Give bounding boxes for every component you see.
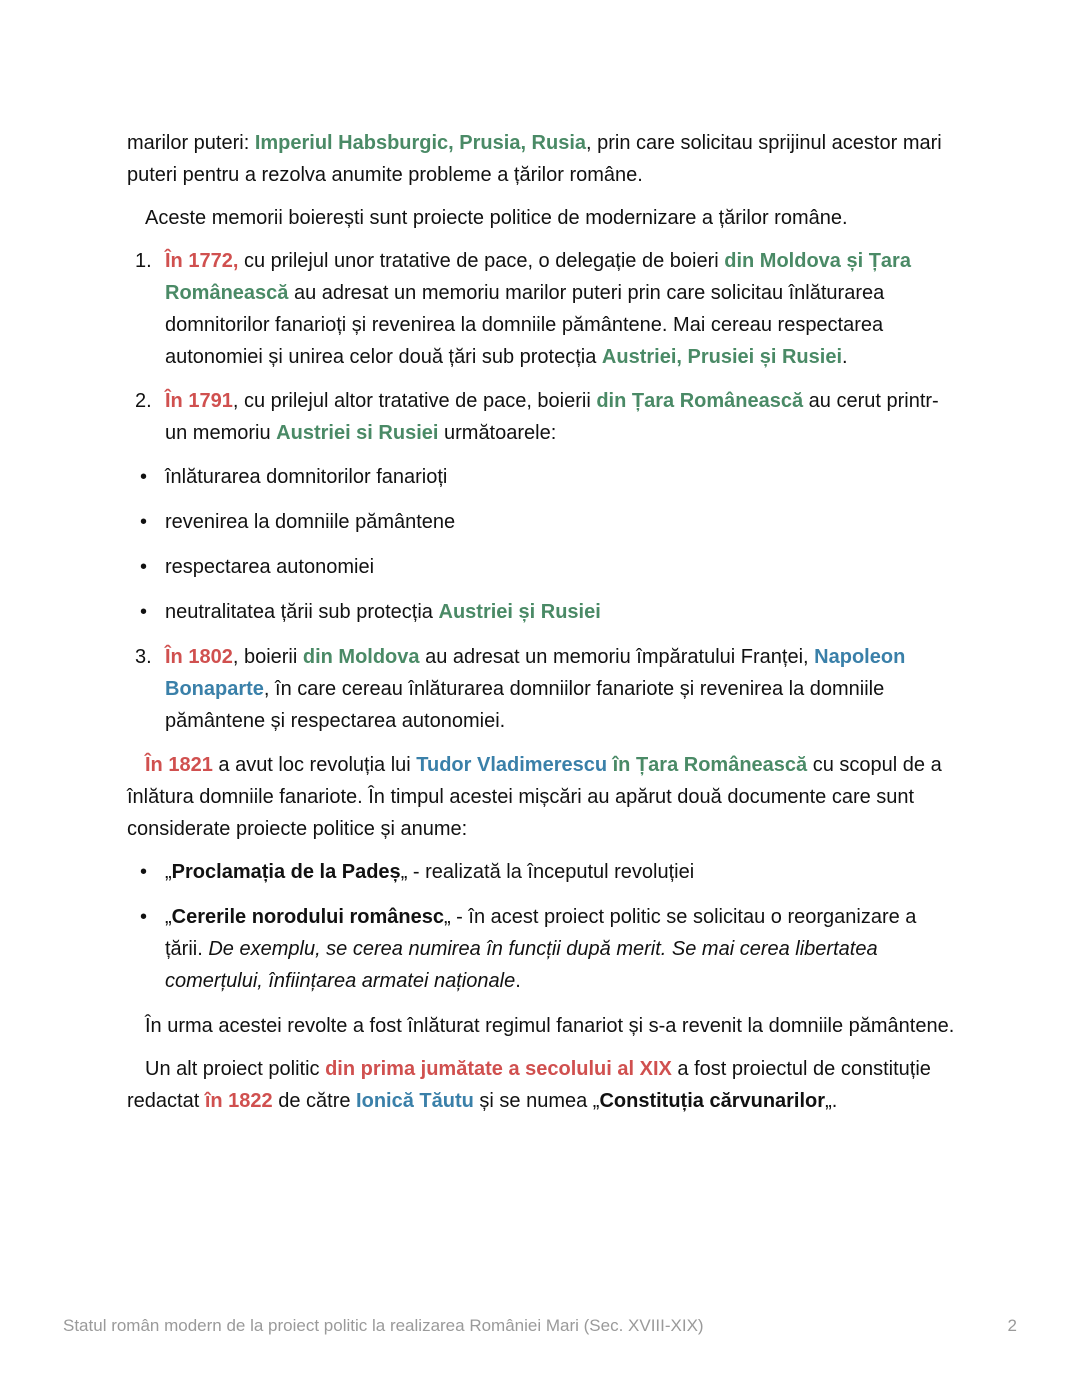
list-number: 2. — [135, 390, 152, 412]
year-1802: În 1802 — [165, 646, 233, 668]
requests-list — [127, 461, 957, 628]
constitution-paragraph: Un alt proiect politic din prima jumătate a secolului al XIX a fost proiectul de constituție redactat în 1822 de către Ionică Tăutu și se numea „Constituția cărvunarilor„. — [127, 1058, 931, 1112]
bullet: • — [140, 556, 148, 578]
year-1822: în 1822 — [204, 1090, 273, 1112]
list-item: • revenirea la domniile pământene — [127, 506, 957, 538]
place: din Moldova și Țara Românească — [165, 250, 911, 304]
document-title: Constituția cărvunarilor — [599, 1090, 826, 1112]
bullet: • — [140, 601, 148, 623]
document-title: Cererile norodului românesc — [171, 906, 444, 928]
memoirs-paragraph: Aceste memorii boierești sunt proiecte politice de modernizare a țărilor române. — [145, 207, 848, 229]
year-1772: În 1772, — [165, 250, 239, 272]
list-number: 1. — [135, 250, 152, 272]
list-item: 1. În 1772, cu prilejul unor tratative de pace, o delegație de boieri din Moldova și Țara Românească au adresat un memoriu marilor puteri prin care solicitau înlăturarea domnitorilor fanarioți și revenirea la domniile pământene. Mai cereau respectarea autonomiei și unirea celor două țări sub protecția Austriei, Prusiei și Rusiei. — [127, 245, 957, 373]
list-item: • respectarea autonomiei — [127, 551, 957, 583]
list-number: 3. — [135, 646, 152, 668]
document-title: Proclamația de la Padeș — [171, 861, 401, 883]
list-item: • neutralitatea țării sub protecția Austriei și Rusiei — [127, 596, 957, 628]
intro-paragraph: marilor puteri: Imperiul Habsburgic, Prusia, Rusia, prin care solicitau sprijinul acestor mari puteri pentru a rezolva anumite probleme a țărilor române. — [127, 132, 942, 186]
powers: Austriei și Rusiei — [438, 601, 601, 623]
bullet: • — [140, 466, 148, 488]
list-item: • „Proclamația de la Padeș„ - realizată la începutul revoluției — [127, 856, 957, 888]
list-item: 3. În 1802, boierii din Moldova au adresat un memoriu împăratului Franței, Napoleon Bonaparte, în care cereau înlăturarea domniilor fanariote și revenirea la domniile pământene și respectarea autonomiei. — [127, 641, 957, 737]
year-1821: În 1821 — [145, 754, 213, 776]
footer-title: Statul român modern de la proiect politic la realizarea României Mari (Sec. XVIII-XIX) — [63, 1316, 704, 1335]
aftermath-paragraph: În urma acestei revolte a fost înlăturat regimul fanariot și s-a revenit la domniile pământene. — [145, 1015, 955, 1037]
person: Ionică Tăutu — [356, 1090, 474, 1112]
place: din Țara Românească — [596, 390, 804, 412]
place: din Moldova — [302, 646, 420, 668]
powers: Austriei, Prusiei și Rusiei — [601, 346, 843, 368]
person: Napoleon Bonaparte — [165, 646, 906, 700]
bullet: • — [140, 861, 148, 883]
documents-list — [127, 856, 957, 997]
memoirs-list — [127, 245, 957, 449]
period: din prima jumătate a secolului al XIX — [325, 1058, 672, 1080]
powers: Austriei si Rusiei — [276, 422, 439, 444]
memoirs-list-continued — [127, 641, 957, 737]
example-text: De exemplu, se cerea numirea în funcții după merit. Se mai cerea libertatea comerțului, înființarea armatei naționale — [165, 938, 878, 992]
page-number: 2 — [1007, 1316, 1017, 1335]
list-item: • „Cererile norodului românesc„ - în acest proiect politic se solicitau o reorganizare a țării. De exemplu, se cerea numirea în funcții după merit. Se mai cerea libertatea comerțului, înființarea armatei naționale. — [127, 901, 957, 997]
revolution-1821-paragraph: În 1821 a avut loc revoluția lui Tudor Vladimerescu în Țara Românească cu scopul de a înlătura domniile fanariote. În timpul acestei mișcări au apărut două documente care sunt considerate proiecte politice și anume: — [127, 754, 942, 840]
place: în Țara Românească — [612, 754, 808, 776]
bullet: • — [140, 511, 148, 533]
great-powers: Imperiul Habsburgic, Prusia, Rusia — [254, 132, 587, 154]
list-item: • înlăturarea domnitorilor fanarioți — [127, 461, 957, 493]
list-item: 2. În 1791, cu prilejul altor tratative de pace, boierii din Țara Românească au cerut printr-un memoriu Austriei si Rusiei următoarele: — [127, 385, 957, 449]
document-body — [127, 127, 957, 1128]
year-1791: În 1791 — [165, 390, 233, 412]
page-footer — [63, 1316, 1017, 1336]
person: Tudor Vladimerescu — [416, 754, 608, 776]
bullet: • — [140, 906, 148, 928]
